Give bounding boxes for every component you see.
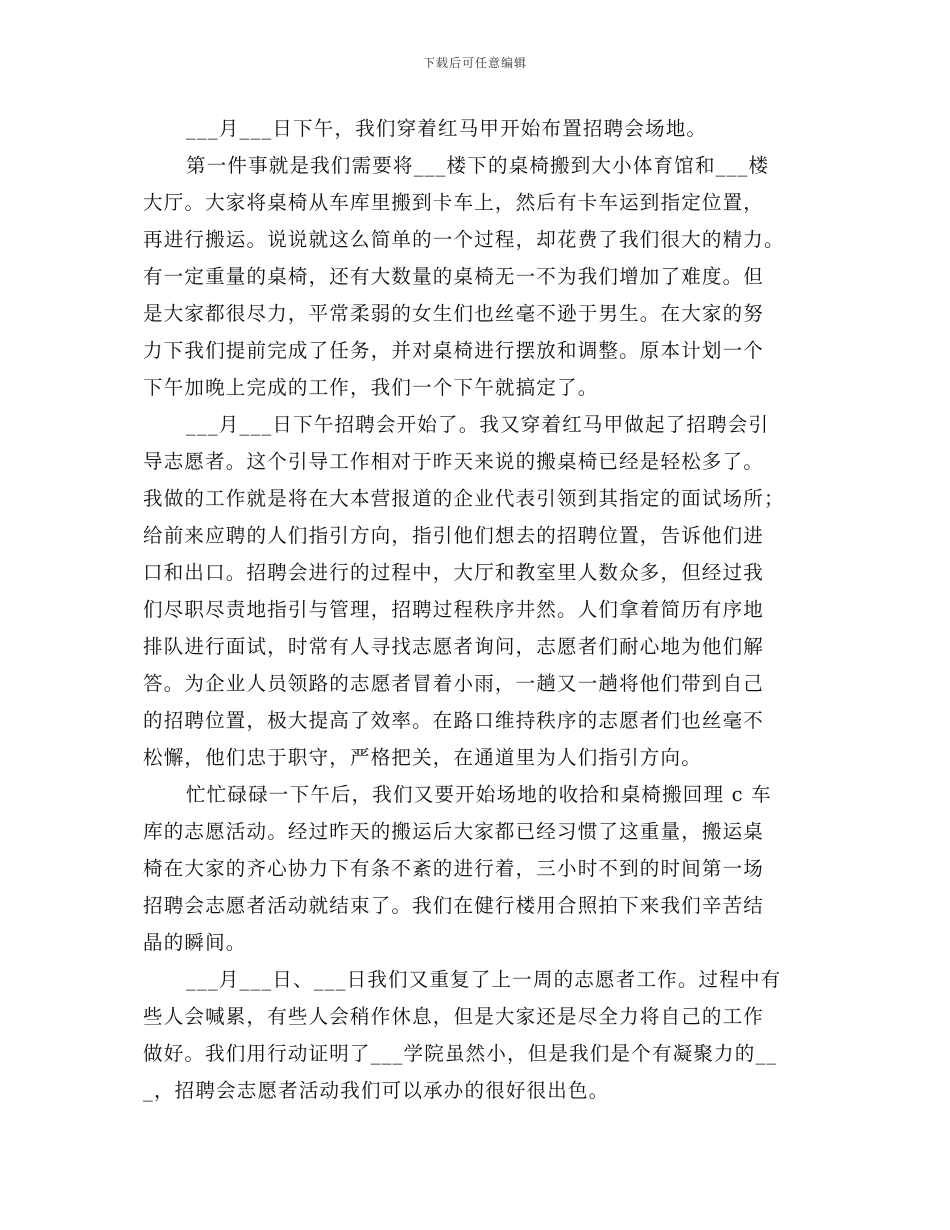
paragraph-4 [143,776,813,961]
paragraph-1 [143,110,813,147]
text-line: 口和出口。招聘会进行的过程中，大厅和教室里人数众多，但经过我 [143,561,765,584]
text-line: 导志愿者。这个引导工作相对于昨天来说的搬桌椅已经是轻松多了。 [143,450,765,473]
text-line: 我做的工作就是将在大本营报道的企业代表引领到其指定的面试场所； [143,487,785,510]
document-body [143,110,813,1109]
text-line: 招聘会志愿者活动就结束了。我们在健行楼用合照拍下来我们辛苦结 [143,894,765,917]
text-line: 们尽职尽责地指引与管理，招聘过程秩序井然。人们拿着简历有序地 [143,598,765,621]
text-line: 晶的瞬间。 [143,931,247,954]
text-line: 下午加晚上完成的工作，我们一个下午就搞定了。 [143,376,599,399]
text-line: 松懈，他们忠于职守，严格把关，在通道里为人们指引方向。 [143,746,702,769]
text-line: 再进行搬运。说说就这么简单的一个过程，却花费了我们很大的精力。 [143,228,785,251]
text-line: 答。为企业人员领路的志愿者冒着小雨，一趟又一趟将他们带到自己 [143,672,765,695]
text-line: 力下我们提前完成了任务，并对桌椅进行摆放和调整。原本计划一个 [143,339,765,362]
text-line: 做好。我们用行动证明了___学院虽然小，但是我们是个有凝聚力的__ [143,1042,778,1065]
text-line: 有一定重量的桌椅，还有大数量的桌椅无一不为我们增加了难度。但 [143,265,765,288]
page-header: 下载后可任意编辑 [422,56,527,70]
paragraph-5 [143,961,813,1109]
text-line: 的招聘位置，极大提高了效率。在路口维持秩序的志愿者们也丝毫不 [143,709,765,732]
text-line: ___月___日下午招聘会开始了。我又穿着红马甲做起了招聘会引 [186,413,770,436]
paragraph-3 [143,406,813,776]
paragraph-2 [143,147,813,406]
text-line: 忙忙碌碌一下午后，我们又要开始场地的收拾和桌椅搬回理 c 车 [186,783,772,806]
text-line: ___月___日、___日我们又重复了上一周的志愿者工作。过程中有 [186,968,782,991]
text-line: 第一件事就是我们需要将___楼下的桌椅搬到大小体育馆和___楼 [186,154,770,177]
text-line: _，招聘会志愿者活动我们可以承办的很好很出色。 [143,1079,610,1102]
text-line: 是大家都很尽力，平常柔弱的女生们也丝毫不逊于男生。在大家的努 [143,302,765,325]
text-line: 些人会喊累，有些人会稍作休息，但是大家还是尽全力将自己的工作 [143,1005,765,1028]
text-line: ___月___日下午，我们穿着红马甲开始布置招聘会场地。 [186,117,708,140]
text-line: 大厅。大家将桌椅从车库里搬到卡车上，然后有卡车运到指定位置， [143,191,765,214]
text-line: 库的志愿活动。经过昨天的搬运后大家都已经习惯了这重量，搬运桌 [143,820,765,843]
text-line: 排队进行面试，时常有人寻找志愿者询问，志愿者们耐心地为他们解 [143,635,765,658]
text-line: 给前来应聘的人们指引方向，指引他们想去的招聘位置，告诉他们进 [143,524,765,547]
text-line: 椅在大家的齐心协力下有条不紊的进行着，三小时不到的时间第一场 [143,857,765,880]
